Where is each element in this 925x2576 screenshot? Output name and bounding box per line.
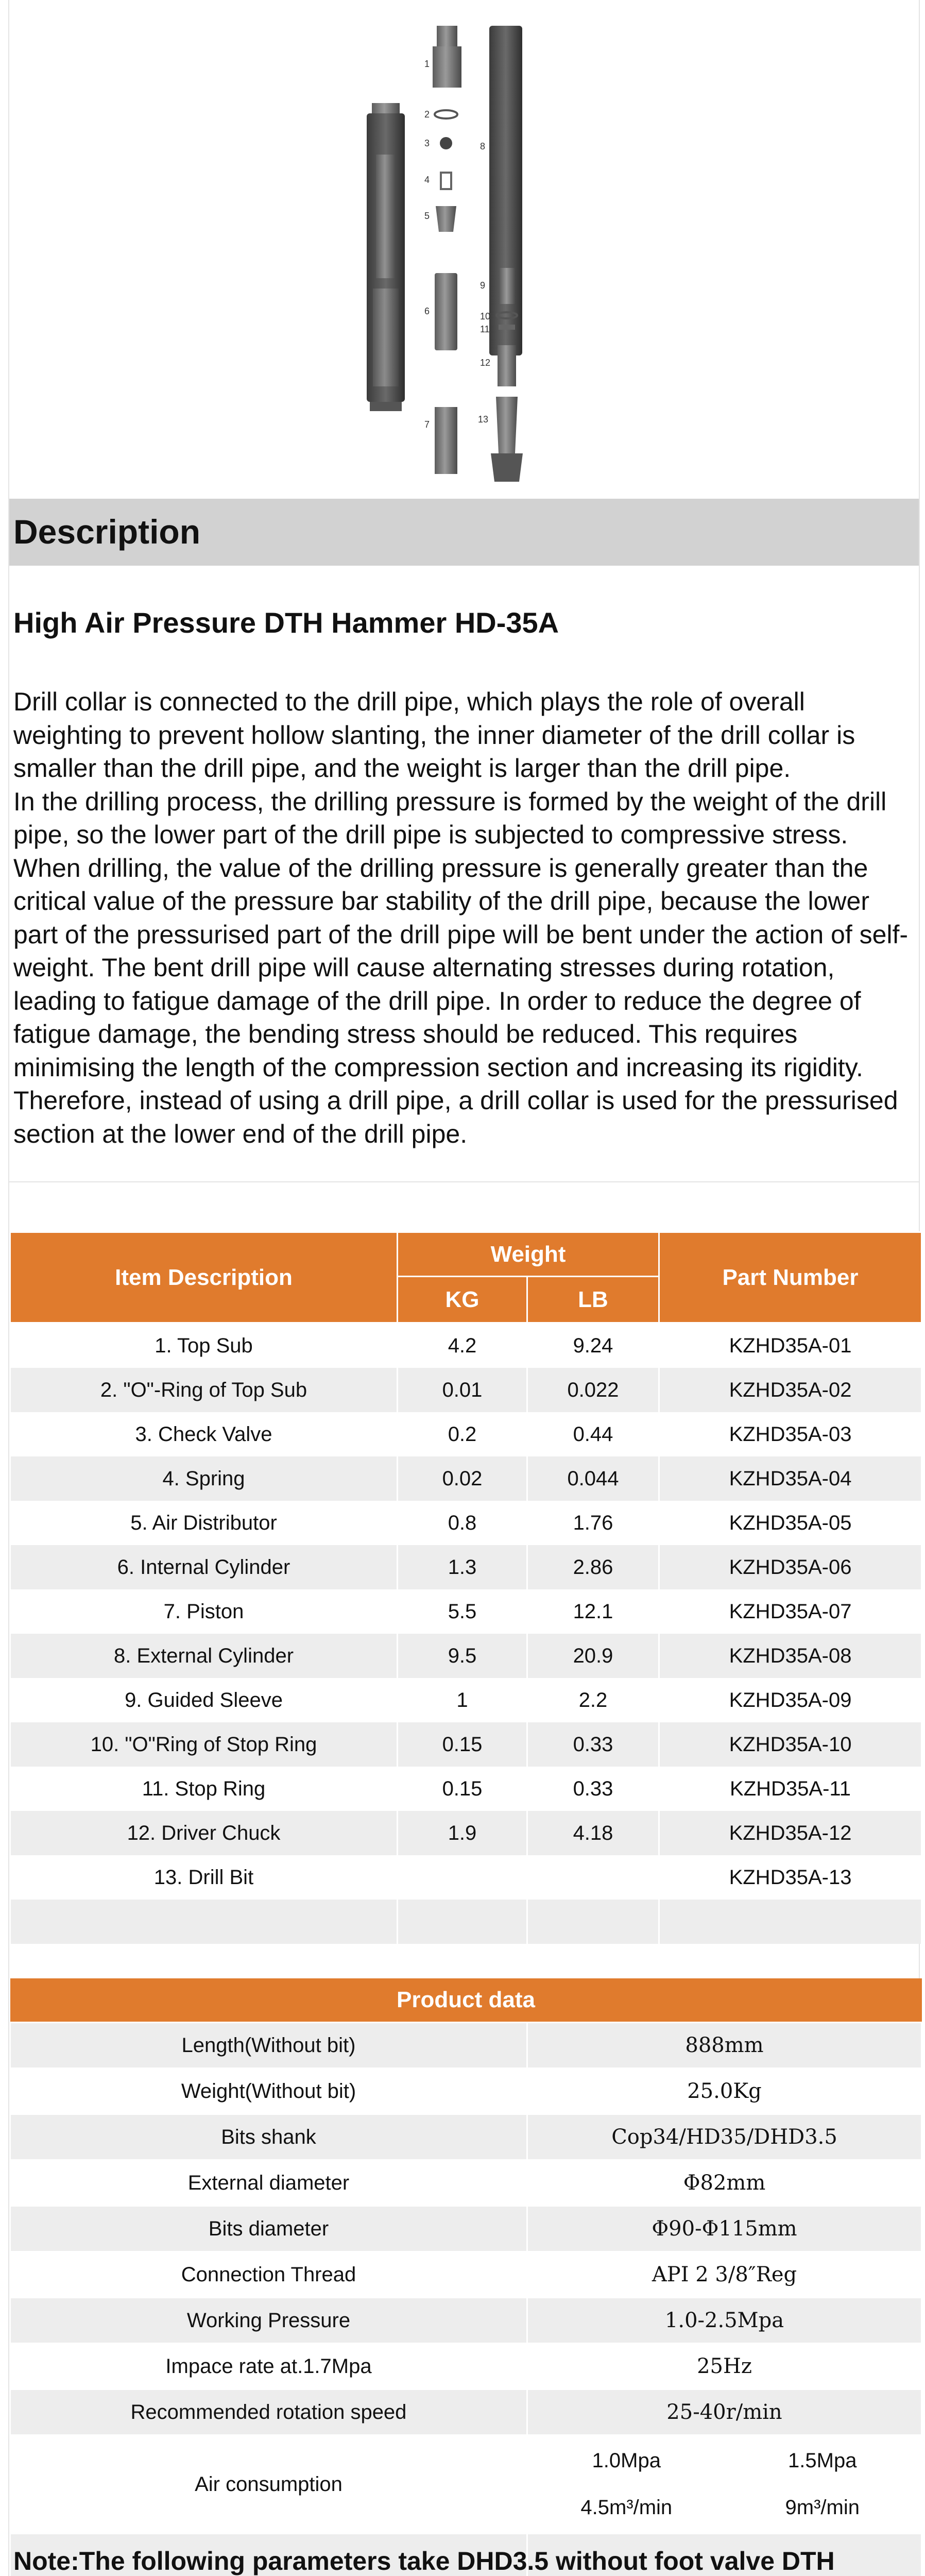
cell-kg: 5.5 [398, 1589, 527, 1634]
cell-part-number: KZHD35A-03 [659, 1412, 922, 1456]
product-data-heading: Product data [10, 1978, 922, 2023]
spec-label: Weight(Without bit) [10, 2069, 527, 2114]
product-data-table [9, 1978, 922, 2576]
parts-column [433, 26, 523, 482]
spec-label: Working Pressure [10, 2298, 527, 2344]
note-text: Note:The following parameters take DHD3.5 without foot valve DTH [13, 2547, 835, 2575]
table-row [10, 1900, 922, 1944]
cell-part-number: KZHD35A-11 [659, 1767, 922, 1811]
cell-kg [398, 1855, 527, 1900]
cell-kg: 0.15 [398, 1722, 527, 1767]
table-row [10, 1811, 922, 1855]
cell-lb: 0.022 [527, 1368, 659, 1412]
header-weight: Weight [398, 1232, 659, 1277]
table-row [10, 1456, 922, 1501]
cell-kg: 0.01 [398, 1368, 527, 1412]
header-lb: LB [527, 1277, 659, 1323]
spec-value: 25-40r/min [527, 2389, 922, 2435]
air-consumption-values [527, 2435, 922, 2534]
cell-item-description: 8. External Cylinder [10, 1634, 398, 1678]
cell-item-description: 3. Check Valve [10, 1412, 398, 1456]
spec-row-air-consumption [10, 2435, 922, 2534]
figure-label-7: 7 [424, 419, 430, 430]
page [8, 0, 920, 2576]
table-row [10, 1767, 922, 1811]
spec-value: 888mm [527, 2023, 922, 2069]
cell-part-number: KZHD35A-10 [659, 1722, 922, 1767]
air-volume-1: 4.5m³/min [580, 2496, 673, 2519]
spec-row [10, 2389, 922, 2435]
description-header-band [9, 499, 919, 566]
cell-part-number: KZHD35A-02 [659, 1368, 922, 1412]
cell-lb: 0.44 [527, 1412, 659, 1456]
spec-label: External diameter [10, 2160, 527, 2206]
cell-part-number: KZHD35A-08 [659, 1634, 922, 1678]
spec-value: 1.0-2.5Mpa [527, 2298, 922, 2344]
header-item-description: Item Description [10, 1232, 398, 1323]
spec-label: Impace rate at.1.7Mpa [10, 2344, 527, 2389]
cell-item-description: 4. Spring [10, 1456, 398, 1501]
cell-part-number: KZHD35A-06 [659, 1545, 922, 1589]
table-row [10, 1678, 922, 1722]
cell-kg: 0.15 [398, 1767, 527, 1811]
figure-label-13: 13 [478, 414, 489, 425]
table-row [10, 1722, 922, 1767]
spec-row [10, 2023, 922, 2069]
cell-part-number: KZHD35A-04 [659, 1456, 922, 1501]
cell-part-number: KZHD35A-09 [659, 1678, 922, 1722]
figure-label-8: 8 [480, 141, 486, 151]
air-pressure-2: 1.5Mpa [788, 2449, 857, 2472]
cell-item-description [10, 1900, 398, 1944]
table-row [10, 1412, 922, 1456]
description-paragraph-2: In the drilling process, the drilling pressure is formed by the weight of the drill pipe, so the lower part of the drill pipe is subjected to compressive stress. When drilling, the value of the drilling pressure is generally greater than the critical value of the pressure bar stability of the drill pipe, because the lower part of the pressurised part of the drill pipe will be bent under the action of self-weight. The bent drill pipe will cause alternating stresses during rotation, leading to fatigue damage of the drill pipe. In order to reduce the degree of fatigue damage, the bending stress should be reduced. This requires minimising the length of the compression section and increasing its rigidity. Therefore, instead of using a drill pipe, a drill collar is used for the pressurised section at the lower end of the drill pipe. [13, 787, 909, 1148]
cell-item-description: 9. Guided Sleeve [10, 1678, 398, 1722]
table-row [10, 1501, 922, 1545]
spec-row [10, 2252, 922, 2298]
cell-item-description: 7. Piston [10, 1589, 398, 1634]
cell-kg [398, 1900, 527, 1944]
cell-part-number: KZHD35A-12 [659, 1811, 922, 1855]
figure-label-1: 1 [424, 59, 430, 69]
figure-label-3: 3 [424, 138, 430, 148]
cell-item-description: 5. Air Distributor [10, 1501, 398, 1545]
cell-item-description: 6. Internal Cylinder [10, 1545, 398, 1589]
cell-lb: 4.18 [527, 1811, 659, 1855]
cell-part-number: KZHD35A-07 [659, 1589, 922, 1634]
cell-part-number: KZHD35A-01 [659, 1323, 922, 1368]
cell-lb: 2.2 [527, 1678, 659, 1722]
description-heading: Description [13, 513, 201, 551]
cell-kg: 1.3 [398, 1545, 527, 1589]
product-title: High Air Pressure DTH Hammer HD-35A [13, 606, 559, 639]
figure-label-2: 2 [424, 109, 430, 120]
spec-label: Bits shank [10, 2114, 527, 2160]
spec-row [10, 2069, 922, 2114]
cell-item-description: 1. Top Sub [10, 1323, 398, 1368]
cell-lb: 12.1 [527, 1589, 659, 1634]
assembled-hammer [367, 103, 405, 411]
cell-kg: 1 [398, 1678, 527, 1722]
cell-lb: 0.33 [527, 1767, 659, 1811]
spec-row [10, 2298, 922, 2344]
spec-value: Cop34/HD35/DHD3.5 [527, 2114, 922, 2160]
header-part-number: Part Number [659, 1232, 922, 1323]
cell-part-number: KZHD35A-05 [659, 1501, 922, 1545]
cell-lb: 20.9 [527, 1634, 659, 1678]
table-row [10, 1323, 922, 1368]
cell-part-number: KZHD35A-13 [659, 1855, 922, 1900]
figure-label-11: 11 [480, 324, 490, 334]
parts-table [9, 1231, 922, 1944]
cell-item-description: 12. Driver Chuck [10, 1811, 398, 1855]
parts-table-body [10, 1323, 922, 1944]
cell-item-description: 11. Stop Ring [10, 1767, 398, 1811]
cell-lb [527, 1900, 659, 1944]
figure-label-12: 12 [480, 358, 491, 368]
spec-value: Φ90-Φ115mm [527, 2206, 922, 2252]
table-row [10, 1634, 922, 1678]
spec-label: Air consumption [10, 2435, 527, 2534]
spec-value: 25Hz [527, 2344, 922, 2389]
spec-row [10, 2206, 922, 2252]
header-kg: KG [398, 1277, 527, 1323]
cell-lb: 9.24 [527, 1323, 659, 1368]
spec-label: Bits diameter [10, 2206, 527, 2252]
cell-kg: 1.9 [398, 1811, 527, 1855]
air-volume-2: 9m³/min [785, 2496, 860, 2519]
cell-part-number [659, 1900, 922, 1944]
spec-value: Φ82mm [527, 2160, 922, 2206]
table-row [10, 1545, 922, 1589]
spec-row [10, 2344, 922, 2389]
figure-label-9: 9 [480, 280, 486, 291]
table-row [10, 1589, 922, 1634]
spec-value: API 2 3/8″Reg [527, 2252, 922, 2298]
spec-label: Recommended rotation speed [10, 2389, 527, 2435]
figure-label-4: 4 [424, 175, 430, 185]
cell-item-description: 13. Drill Bit [10, 1855, 398, 1900]
spec-value: 25.0Kg [527, 2069, 922, 2114]
cell-lb [527, 1855, 659, 1900]
description-section [9, 566, 919, 1182]
cell-kg: 9.5 [398, 1634, 527, 1678]
cell-lb: 0.044 [527, 1456, 659, 1501]
product-data-body [10, 2023, 922, 2576]
cell-kg: 0.2 [398, 1412, 527, 1456]
cell-lb: 0.33 [527, 1722, 659, 1767]
product-figure [9, 0, 919, 500]
figure-label-6: 6 [424, 306, 430, 316]
cell-item-description: 10. "O"Ring of Stop Ring [10, 1722, 398, 1767]
figure-label-5: 5 [424, 211, 430, 221]
description-text [13, 685, 915, 1150]
cell-lb: 2.86 [527, 1545, 659, 1589]
spec-label: Connection Thread [10, 2252, 527, 2298]
spec-row [10, 2160, 922, 2206]
cell-kg: 4.2 [398, 1323, 527, 1368]
air-pressure-1: 1.0Mpa [592, 2449, 661, 2472]
table-row [10, 1368, 922, 1412]
description-paragraph-1: Drill collar is connected to the drill pipe, which plays the role of overall weighting to prevent hollow slanting, the inner diameter of the drill collar is smaller than the drill pipe, and the weight is larger than the drill pipe. [13, 687, 855, 783]
figure-label-10: 10 [480, 311, 491, 321]
table-row [10, 1855, 922, 1900]
cell-kg: 0.8 [398, 1501, 527, 1545]
spec-label: Length(Without bit) [10, 2023, 527, 2069]
cell-item-description: 2. "O"-Ring of Top Sub [10, 1368, 398, 1412]
cell-kg: 0.02 [398, 1456, 527, 1501]
exploded-view-diagram [9, 0, 919, 498]
spec-row [10, 2114, 922, 2160]
cell-lb: 1.76 [527, 1501, 659, 1545]
